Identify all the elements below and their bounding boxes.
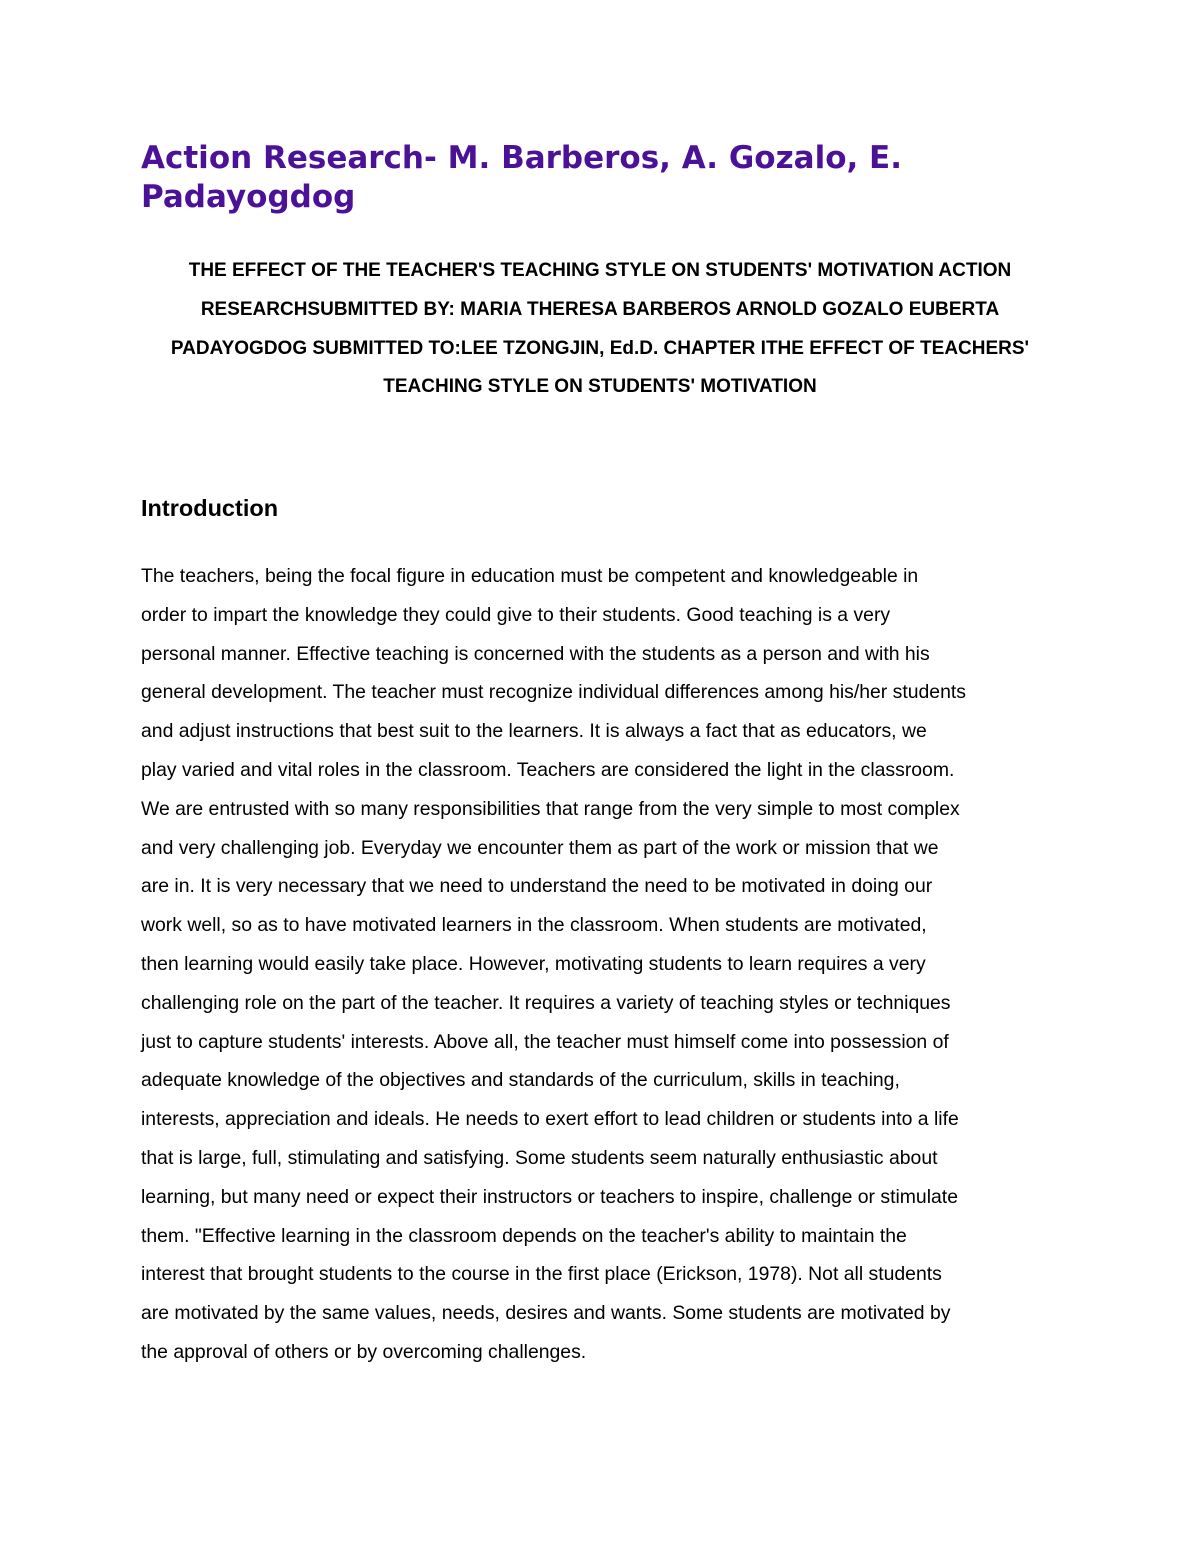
body-line: personal manner. Effective teaching is concerned with the students as a person and with his — [141, 642, 930, 665]
body-line: challenging role on the part of the teacher. It requires a variety of teaching styles or techniques — [141, 991, 951, 1014]
body-line: general development. The teacher must recognize individual differences among his/her students — [141, 681, 966, 704]
body-line: interests, appreciation and ideals. He needs to exert effort to lead children or students into a life — [141, 1108, 959, 1131]
body-line: are motivated by the same values, needs, desires and wants. Some students are motivated by — [141, 1302, 951, 1325]
body-line: and adjust instructions that best suit to the learners. It is always a fact that as educators, we — [141, 720, 927, 743]
body-line: The teachers, being the focal figure in education must be competent and knowledgeable in — [141, 565, 919, 587]
body-line: interest that brought students to the course in the first place (Erickson, 1978). Not all students — [141, 1263, 942, 1286]
body-line: them. "Effective learning in the classroom depends on the teacher's ability to maintain the — [141, 1224, 907, 1247]
body-line: the approval of others or by overcoming challenges. — [141, 1340, 587, 1363]
body-line: play varied and vital roles in the classroom. Teachers are considered the light in the classroom. — [141, 758, 955, 781]
document-subtitle: THE EFFECT OF THE TEACHER'S TEACHING STYLE ON STUDENTS' MOTIVATION ACTION RESEARCHSUBMITTED BY: MARIA THERESA BARBEROS ARNOLD GOZALO EUBERTA PADAYOGDOG SUBMITTED TO:LEE TZONGJIN, Ed.D. CHAPTER ITHE EFFECT OF TEACHERS' TEACHING STYLE ON STUDENTS' MOTIVATION — [170, 260, 1030, 398]
document-title: Action Research- M. Barberos, A. Gozalo, E. Padayogdog — [141, 140, 903, 215]
body-line: adequate knowledge of the objectives and standards of the curriculum, skills in teaching, — [141, 1069, 900, 1092]
introduction-body — [141, 557, 1066, 1372]
body-line: and very challenging job. Everyday we encounter them as part of the work or mission that we — [141, 836, 939, 859]
section-heading-introduction: Introduction — [141, 495, 279, 521]
body-line: then learning would easily take place. However, motivating students to learn requires a very — [141, 952, 926, 975]
body-line: are in. It is very necessary that we need to understand the need to be motivated in doing our — [141, 875, 933, 898]
body-line: We are entrusted with so many responsibilities that range from the very simple to most complex — [141, 797, 960, 820]
body-line: work well, so as to have motivated learners in the classroom. When students are motivated, — [141, 914, 927, 937]
body-line: order to impart the knowledge they could give to their students. Good teaching is a very — [141, 603, 891, 626]
body-line: learning, but many need or expect their instructors or teachers to inspire, challenge or stimulate — [141, 1185, 958, 1208]
body-line: just to capture students' interests. Above all, the teacher must himself come into possession of — [141, 1030, 949, 1053]
body-line: that is large, full, stimulating and satisfying. Some students seem naturally enthusiastic about — [141, 1146, 938, 1169]
